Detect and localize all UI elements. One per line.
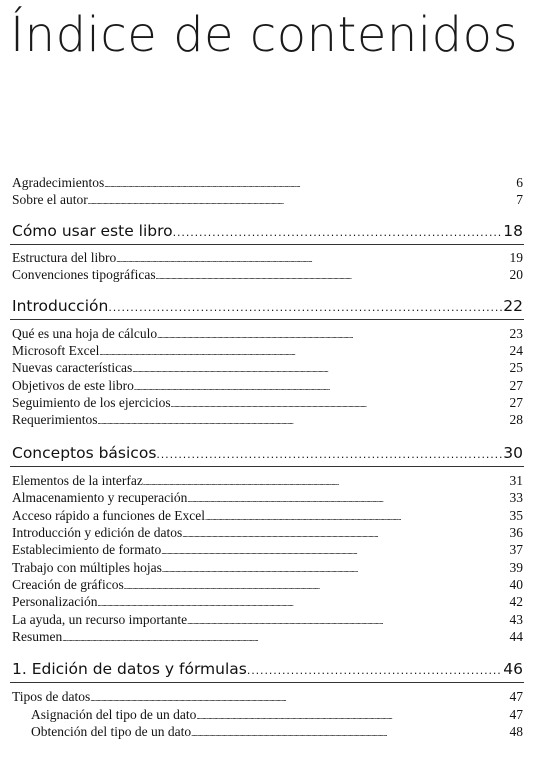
section-divider — [10, 682, 524, 683]
dot-leader — [161, 543, 508, 560]
dot-leader — [156, 443, 502, 467]
chapter-title: Conceptos básicos — [12, 444, 157, 462]
toc-entry[interactable] — [12, 472, 523, 489]
toc-chapter-heading[interactable] — [12, 294, 523, 318]
section-divider — [10, 319, 524, 320]
toc-entry[interactable] — [12, 489, 523, 506]
toc-entry[interactable] — [12, 559, 523, 576]
dot-leader — [132, 361, 508, 378]
toc-entry-page: 20 — [509, 267, 523, 282]
section-divider — [10, 244, 524, 245]
toc-entry-page: 40 — [509, 577, 523, 592]
toc-entry-page: 28 — [509, 412, 523, 427]
page-title: Índice de contenidos — [10, 7, 518, 63]
toc-entry-text: Trabajo con múltiples hojas — [12, 560, 162, 575]
toc-entry[interactable] — [12, 411, 523, 428]
toc-entry-text: Requerimientos — [12, 412, 98, 427]
dot-leader — [97, 413, 508, 430]
toc-entry-page: 33 — [509, 490, 523, 505]
toc-subentry[interactable] — [31, 723, 523, 740]
toc-entry-text: Acceso rápido a funciones de Excel — [12, 508, 206, 523]
toc-entry-text: La ayuda, un recurso importante — [12, 612, 188, 627]
toc-entry[interactable] — [12, 593, 523, 610]
chapter-page: 46 — [503, 660, 523, 678]
toc-entry-page: 43 — [509, 612, 523, 627]
toc-entry[interactable] — [12, 611, 523, 628]
toc-entry-page: 47 — [509, 689, 523, 704]
section-divider — [10, 466, 524, 467]
toc-entry[interactable] — [12, 325, 523, 342]
toc-entry-text: Almacenamiento y recuperación — [12, 490, 188, 505]
toc-chapter-heading[interactable] — [12, 441, 523, 465]
toc-entry-page: 25 — [509, 360, 523, 375]
toc-entry[interactable] — [12, 628, 523, 645]
chapter-title: 1. Edición de datos y fórmulas — [12, 660, 247, 678]
toc-entry-page: 47 — [509, 707, 523, 722]
toc-entry-page: 27 — [509, 395, 523, 410]
toc-entry-page: 42 — [509, 594, 523, 609]
toc-entry[interactable] — [12, 249, 523, 266]
toc-entry-page: 19 — [509, 250, 523, 265]
toc-entry-text: Qué es una hoja de cálculo — [12, 326, 158, 341]
toc-entry[interactable] — [12, 359, 523, 376]
toc-entry[interactable] — [12, 174, 523, 191]
dot-leader — [247, 659, 502, 683]
toc-entry-page: 36 — [509, 525, 523, 540]
dot-leader — [173, 221, 503, 245]
toc-entry-text: Nuevas características — [12, 360, 133, 375]
toc-entry-page: 6 — [516, 175, 523, 190]
dot-leader — [90, 690, 508, 707]
toc-entry-page: 39 — [509, 560, 523, 575]
toc-entry-text: Sobre el autor — [12, 192, 88, 207]
toc-entry-page: 35 — [509, 508, 523, 523]
toc-entry[interactable] — [12, 377, 523, 394]
dot-leader — [156, 268, 509, 285]
toc-entry-text: Estructura del libro — [12, 250, 117, 265]
chapter-page: 18 — [503, 222, 523, 240]
toc-subentry[interactable] — [31, 706, 523, 723]
toc-entry-page: 23 — [509, 326, 523, 341]
dot-leader — [191, 725, 508, 742]
toc-entry[interactable] — [12, 688, 523, 705]
toc-entry-page: 31 — [509, 473, 523, 488]
dot-leader — [108, 296, 502, 320]
toc-entry[interactable] — [12, 266, 523, 283]
dot-leader — [88, 193, 516, 210]
toc-entry-text: Elementos de la interfaz — [12, 473, 143, 488]
toc-entry[interactable] — [12, 191, 523, 208]
chapter-title: Introducción — [12, 297, 109, 315]
toc-entry[interactable] — [12, 394, 523, 411]
dot-leader — [187, 491, 508, 508]
toc-entry[interactable] — [12, 541, 523, 558]
chapter-page: 22 — [503, 297, 523, 315]
toc-entry-text: Convenciones tipográficas — [12, 267, 156, 282]
toc-entry-text: Resumen — [12, 629, 63, 644]
toc-entry-text: Establecimiento de formato — [12, 542, 162, 557]
dot-leader — [97, 595, 508, 612]
toc-entry[interactable] — [12, 576, 523, 593]
toc-entry-text: Asignación del tipo de un dato — [31, 707, 197, 722]
toc-entry[interactable] — [12, 342, 523, 359]
chapter-title: Cómo usar este libro — [12, 222, 173, 240]
toc-entry-text: Objetivos de este libro — [12, 378, 134, 393]
toc-entry-page: 37 — [509, 542, 523, 557]
toc-entry[interactable] — [12, 507, 523, 524]
toc-entry-page: 44 — [509, 629, 523, 644]
dot-leader — [62, 630, 508, 647]
toc-entry-text: Obtención del tipo de un dato — [31, 724, 192, 739]
toc-entry-page: 24 — [509, 343, 523, 358]
toc-entry-text: Introducción y edición de datos — [12, 525, 183, 540]
toc-entry-text: Agradecimientos — [12, 175, 105, 190]
toc-entry-page: 27 — [509, 378, 523, 393]
toc-entry-text: Creación de gráficos — [12, 577, 124, 592]
toc-entry-text: Microsoft Excel — [12, 343, 100, 358]
toc-entry-page: 7 — [516, 192, 523, 207]
toc-entry-page: 48 — [509, 724, 523, 739]
toc-entry-text: Tipos de datos — [12, 689, 91, 704]
toc-entry-text: Seguimiento de los ejercicios — [12, 395, 171, 410]
toc-entry[interactable] — [12, 524, 523, 541]
toc-entry-text: Personalización — [12, 594, 98, 609]
chapter-page: 30 — [503, 444, 523, 462]
toc-chapter-heading[interactable] — [12, 219, 523, 243]
toc-chapter-heading[interactable] — [12, 657, 523, 681]
